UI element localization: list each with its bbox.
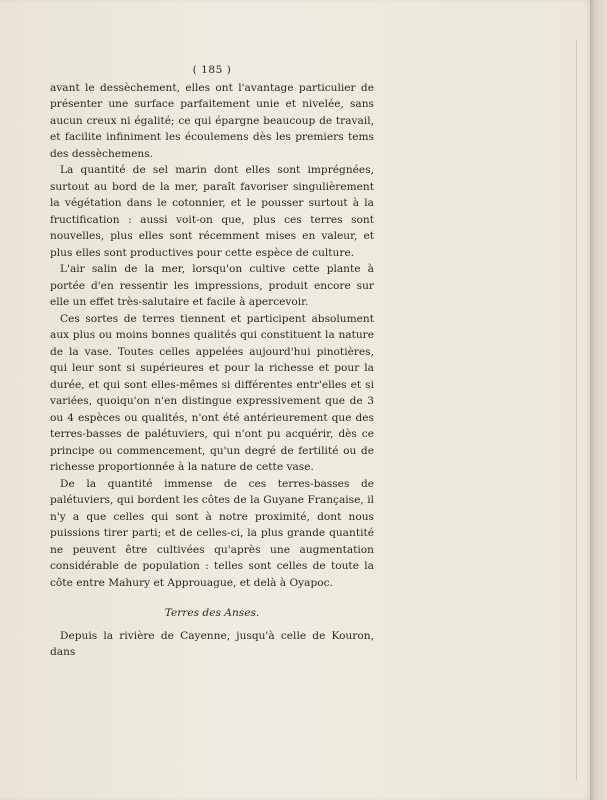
page-text-block: [50, 62, 374, 661]
paragraph-1: avant le dessèchement, elles ont l'avantage particulier de présenter une surface parfaitement unie et nivelée, sans aucun creux ni égalité; ce qui épargne beaucoup de travail, et facilite infiniment les écoulemens dès les premiers tems des dessèchemens.: [50, 81, 374, 160]
paragraph-3: L'air salin de la mer, lorsqu'on cultive cette plante à portée d'en ressentir les impressions, produit encore sur elle un effet très-salutaire et facile à apercevoir.: [50, 263, 374, 308]
adjacent-page-edge: [590, 0, 607, 800]
paragraph-final: Depuis la rivière de Cayenne, jusqu'à celle de Kouron, dans: [50, 629, 374, 658]
paragraph-2: La quantité de sel marin dont elles sont imprégnées, surtout au bord de la mer, paraît favoriser singulièrement la végétation dans le cotonnier, et le pousser surtout à la fructification : aussi voit-on que, plus ces terres sont nouvelles, plus elles sont récemment mises en valeur, et plus elles sont productives pour cette espèce de culture.: [50, 164, 374, 259]
section-heading: Terres des Anses.: [164, 607, 260, 619]
paragraph-5: De la quantité immense de ces terres-basses de palétuviers, qui bordent les côtes de la Guyane Française, il n'y a que celles qui sont à notre proximité, dont nous puissions tirer parti; et de celles-ci, la plus grande quantité ne peuvent être cultivées qu'après une augmentation considérable de population : telles sont celles de toute la côte entre Mahury et Approuague, et delà à Oyapoc.: [50, 477, 374, 589]
page-fold-line: [576, 40, 577, 780]
page-number: ( 185 ): [192, 64, 232, 76]
paragraph-4: Ces sortes de terres tiennent et participent absolument aux plus ou moins bonnes qualités qui constituent la nature de la vase. Toutes celles appelées aujourd'hui pinotières, qui leur sont si supérieures et pour la richesse et pour la durée, et qui sont elles-mêmes si différentes entr'elles et si variées, quoiqu'on n'en distingue expressivement que de 3 ou 4 espèces ou qualités, n'ont été antérieurement que des terres-basses de palétuviers, qui n'ont pu acquérir, dès ce principe ou commencement, qu'un degré de fertilité ou de richesse proportionnée à la nature de cette vase.: [50, 312, 374, 473]
